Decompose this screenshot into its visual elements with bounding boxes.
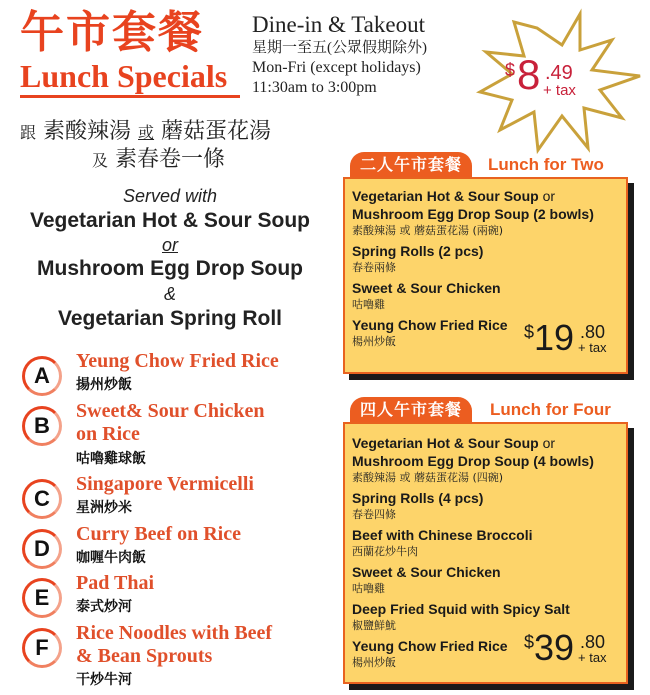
set-item <box>345 526 626 559</box>
item-en-line2: Mushroom Egg Drop Soup (4 bowls) <box>352 453 594 469</box>
soup-chinese <box>20 118 271 147</box>
lunch-for-two-tab: 二人午市套餐 <box>350 152 472 178</box>
price-tax: + tax <box>578 340 607 355</box>
item-en-or: or <box>538 435 556 451</box>
lunch-for-two-title: Lunch for Two <box>488 155 604 174</box>
lunch-for-four-box <box>343 422 628 684</box>
set-item <box>345 242 626 275</box>
roll-name-chinese: 素春卷一條 <box>115 147 226 172</box>
price-currency: $ <box>505 60 516 80</box>
option-b <box>22 400 342 470</box>
days-english: Mon-Fri (except holidays) <box>252 59 421 76</box>
set-item <box>345 434 626 485</box>
option-name-en: Rice Noodles with Beef <box>76 622 273 644</box>
item-cn: 素酸辣湯 或 蘑菇蛋花湯 (四碗) <box>352 471 504 484</box>
item-cn: 春卷兩條 <box>352 261 396 274</box>
item-cn: 咕嚕雞 <box>352 298 385 311</box>
item-cn: 素酸辣湯 或 蘑菇蛋花湯 (兩碗) <box>352 224 504 237</box>
set-item <box>345 187 626 238</box>
option-name-en: Yeung Chow Fried Rice <box>76 350 279 372</box>
item-en: Spring Rolls (2 pcs) <box>352 243 484 259</box>
price-tax: + tax <box>578 650 607 665</box>
item-en-or: or <box>538 188 556 204</box>
price-dollars: 19 <box>534 317 575 358</box>
option-name-cn: 揚州炒飯 <box>76 377 132 393</box>
lunch-for-four-title: Lunch for Four <box>490 400 611 419</box>
item-en: Sweet & Sour Chicken <box>352 280 501 296</box>
set-item <box>345 563 626 596</box>
price-tax: + tax <box>543 82 576 99</box>
served-roll: Vegetarian Spring Roll <box>57 307 283 330</box>
title-underline <box>20 95 240 98</box>
service-hours <box>252 12 427 98</box>
item-en: Spring Rolls (4 pcs) <box>352 490 484 506</box>
option-name-en: Pad Thai <box>76 572 154 594</box>
option-c <box>22 473 342 521</box>
option-letter-badge: F <box>22 628 62 668</box>
soup-or-chinese: 或 <box>138 123 155 142</box>
title-chinese: 午市套餐 <box>20 7 204 58</box>
lunch-for-two-box <box>343 177 628 374</box>
option-letter-badge: A <box>22 356 62 396</box>
price-dollars: 39 <box>534 627 575 668</box>
item-en: Sweet & Sour Chicken <box>352 564 501 580</box>
title-english: Lunch Specials <box>20 58 228 94</box>
price-cents: .49 <box>545 62 573 84</box>
price-cents: .80 <box>580 632 606 652</box>
option-name-cn: 咖喱牛肉飯 <box>76 550 146 566</box>
item-en: Yeung Chow Fried Rice <box>352 317 508 333</box>
set-item <box>345 279 626 312</box>
price-dollars: 8 <box>517 51 541 98</box>
lunch-for-four-price <box>524 627 610 672</box>
days-chinese: 星期一至五(公眾假期除外) <box>252 40 427 56</box>
item-cn: 西蘭花炒牛肉 <box>352 545 418 558</box>
price-cents: .80 <box>580 322 606 342</box>
option-name-en: Curry Beef on Rice <box>76 523 241 545</box>
served-and: & <box>163 284 176 304</box>
option-d <box>22 523 342 571</box>
item-cn: 楊州炒飯 <box>352 335 396 348</box>
option-e <box>22 572 342 620</box>
item-en-line2: Mushroom Egg Drop Soup (2 bowls) <box>352 206 594 222</box>
served-with-section <box>0 185 340 333</box>
served-soup2: Mushroom Egg Drop Soup <box>37 257 303 280</box>
option-letter-badge: D <box>22 529 62 569</box>
soup1-chinese: 素酸辣湯 <box>43 119 132 144</box>
price-currency: $ <box>524 632 535 652</box>
set-item <box>345 489 626 522</box>
service-type: Dine-in & Takeout <box>252 12 425 37</box>
option-name-en: Singapore Vermicelli <box>76 473 254 495</box>
roll-chinese <box>92 146 225 175</box>
set-item <box>345 600 626 633</box>
option-name-cn: 干炒牛河 <box>76 672 132 688</box>
item-en: Vegetarian Hot & Sour Soup <box>352 435 539 451</box>
soup2-chinese: 蘑菇蛋花湯 <box>161 119 272 144</box>
item-cn: 楊州炒飯 <box>352 656 396 669</box>
item-en: Vegetarian Hot & Sour Soup <box>352 188 539 204</box>
served-soup1: Vegetarian Hot & Sour Soup <box>29 209 311 232</box>
option-f <box>22 622 342 694</box>
item-en: Deep Fried Squid with Spicy Salt <box>352 601 570 617</box>
item-cn: 春卷四條 <box>352 508 396 521</box>
option-name-cn: 星洲炒米 <box>76 500 132 516</box>
option-a <box>22 350 342 398</box>
item-cn: 椒鹽鮮魷 <box>352 619 396 632</box>
roll-and-chinese: 及 <box>92 151 109 170</box>
soup-prefix: 跟 <box>20 123 37 142</box>
option-name-en-line2: on Rice <box>76 423 140 445</box>
option-name-en: Sweet& Sour Chicken <box>76 400 265 422</box>
served-with-intro: Served with <box>122 186 218 206</box>
lunch-for-two-price <box>524 317 610 362</box>
item-en: Beef with Chinese Broccoli <box>352 527 533 543</box>
option-letter-badge: C <box>22 479 62 519</box>
item-en: Yeung Chow Fried Rice <box>352 638 508 654</box>
option-name-cn: 泰式炒河 <box>76 599 132 615</box>
served-or: or <box>161 235 178 255</box>
option-letter-badge: E <box>22 578 62 618</box>
option-letter-badge: B <box>22 406 62 446</box>
option-name-cn: 咕嚕雞球飯 <box>76 451 146 467</box>
price-currency: $ <box>524 322 535 342</box>
option-name-en-line2: & Bean Sprouts <box>76 645 213 667</box>
lunch-for-four-tab: 四人午市套餐 <box>350 397 472 423</box>
item-cn: 咕嚕雞 <box>352 582 385 595</box>
hours-text: 11:30am to 3:00pm <box>252 79 377 96</box>
